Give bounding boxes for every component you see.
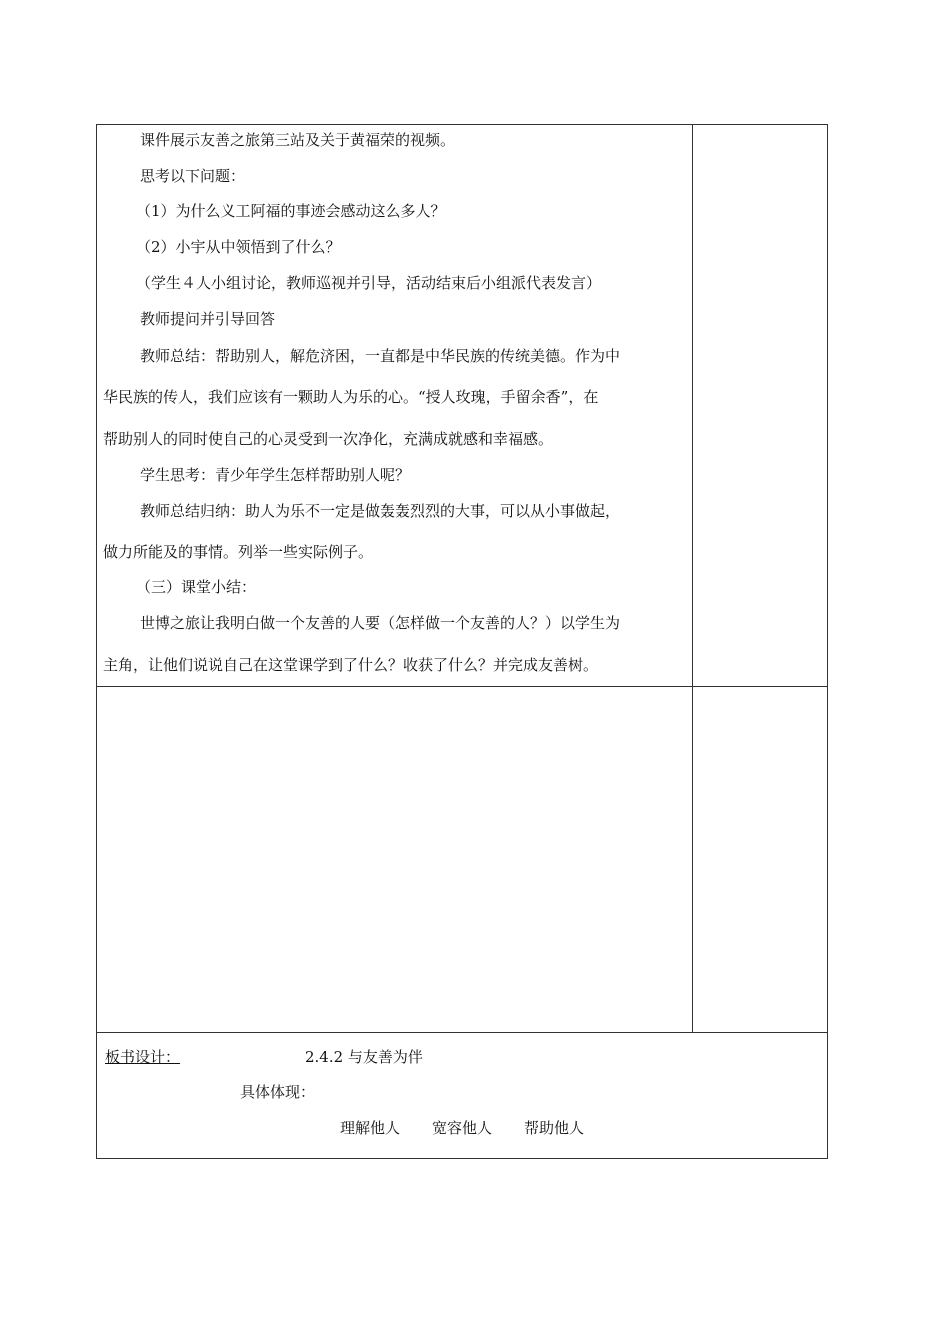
board-subtitle: 具体体现：: [240, 1083, 316, 1101]
paragraph: 学生思考：青少年学生怎样帮助别人呢？: [140, 466, 411, 484]
paragraph: 教师提问并引导回答: [140, 310, 276, 328]
paragraph: 思考以下问题：: [140, 167, 246, 185]
paragraph-continuation: 帮助别人的同时使自己的心灵受到一次净化，充满成就感和幸福感。: [103, 430, 554, 448]
board-item-help: 帮助他人: [524, 1119, 585, 1137]
board-design-label: 板书设计：: [105, 1048, 181, 1066]
question-1: （1）为什么义工阿福的事迹会感动这么多人？: [136, 202, 446, 220]
paragraph-continuation: 华民族的传人，我们应该有一颗助人为乐的心。“授人玫瑰，手留余香”，在: [103, 388, 599, 406]
board-title: 2.4.2 与友善为伴: [305, 1048, 423, 1066]
paragraph-continuation: 主角，让他们说说自己在这堂课学到了什么？收获了什么？并完成友善树。: [103, 656, 599, 674]
section-heading: （三）课堂小结：: [136, 578, 257, 596]
board-item-tolerate: 宽容他人: [432, 1119, 493, 1137]
column-divider: [692, 124, 693, 1033]
paragraph: 教师总结归纳：助人为乐不一定是做轰轰烈烈的大事，可以从小事做起，: [140, 502, 621, 520]
paragraph: 教师总结：帮助别人，解危济困，一直都是中华民族的传统美德。作为中: [140, 347, 621, 365]
paragraph: 课件展示友善之旅第三站及关于黄福荣的视频。: [140, 131, 456, 149]
board-item-understand: 理解他人: [340, 1119, 401, 1137]
row-divider-2: [96, 1032, 828, 1033]
question-2: （2）小宇从中领悟到了什么？: [136, 238, 341, 256]
paragraph: （学生４人小组讨论，教师巡视并引导，活动结束后小组派代表发言）: [136, 274, 602, 292]
paragraph-continuation: 做力所能及的事情。列举一些实际例子。: [103, 543, 374, 561]
row-divider-1: [96, 686, 828, 687]
paragraph: 世博之旅让我明白做一个友善的人要（怎样做一个友善的人？）以学生为: [140, 614, 621, 632]
